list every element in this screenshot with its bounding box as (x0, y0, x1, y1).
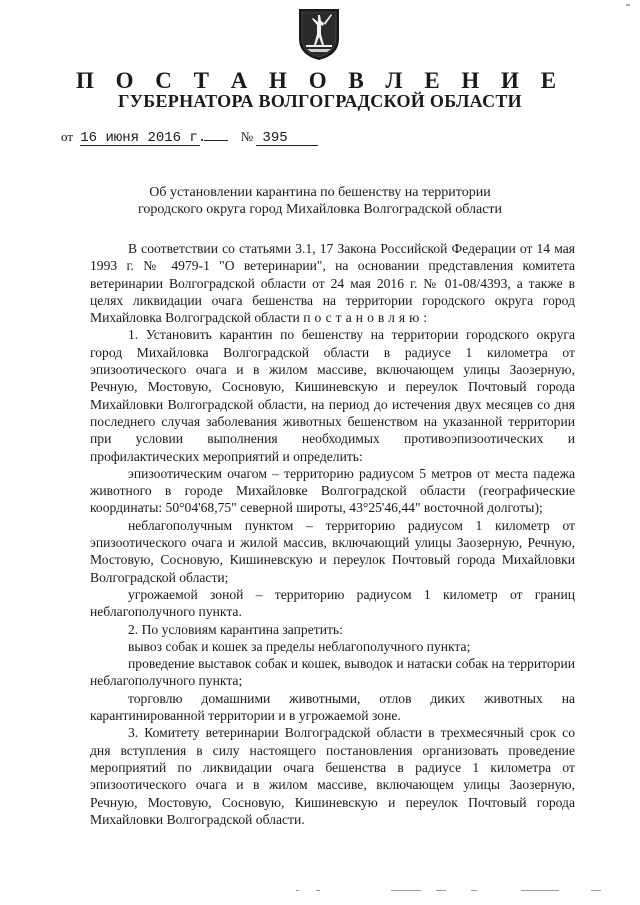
document-body (90, 240, 575, 828)
date-underline (204, 140, 228, 141)
intro-paragraph (90, 240, 575, 326)
paragraph-1a: эпизоотическим очагом – территорию радиусом 5 метров от места падежа животного в городе Михайловке Волгоградской области (географические координаты: 50°04'68,75" северной широты, 43°25'46,44" восточной долготы); (90, 465, 575, 516)
paragraph-1b: неблагополучным пунктом – территорию радиусом 1 километр от эпизоотического очага и жилой массив, включающий улицы Заозерную, Речную, Мостовую, Сосновую, Кишиневскую и переулок Почтовый города Михайловки Волгоградской области; (90, 517, 575, 585)
scan-artifact (296, 889, 616, 893)
document-meta (61, 129, 321, 149)
number-prefix: № (240, 129, 254, 144)
date-value: 16 июня 2016 г. (80, 130, 207, 146)
decree-word: постановляю: (303, 310, 432, 326)
document-subject (0, 184, 640, 218)
number-value: 395 (256, 131, 318, 146)
paragraph-3: 3. Комитету ветеринарии Волгоградской области в трехмесячный срок со дня вступления в силу настоящего постановления организовать проведение мероприятий по ликвидации очага бешенства в радиусе 1 километра от эпизоотического очага и в жилом массиве, включающем улицы Заозерную, Речную, Мостовую, Сосновую, Кишиневскую и переулок Почтовый города Михайловки Волгоградской области. (90, 725, 575, 827)
subject-line-2: городского округа город Михайловка Волгоградской области (137, 202, 503, 217)
document-issuer: ГУБЕРНАТОРА ВОЛГОГРАДСКОЙ ОБЛАСТИ (118, 91, 522, 111)
paragraph-1: 1. Установить карантин по бешенству на территории городского округа город Михайловка Волгоградской области в радиусе 1 километра от эпизоотического очага и в жилом массиве, включающем улицы Заозерную, Речную, Мостовую, Сосновую, Кишиневскую и переулок Почтовый города Михайловки Волгоградской области, на период до истечения двух месяцев со дня последнего случая заболевания животных бешенством на указанной территории при условии выполнения необходимых противоэпизоотических и профилактических мероприятий и определить: (90, 327, 575, 464)
document-title: П О С Т А Н О В Л Е Н И Е (75, 68, 565, 93)
paragraph-2a: вывоз собак и кошек за пределы неблагополучного пункта; (128, 638, 471, 654)
date-prefix: от (61, 129, 74, 144)
paragraph-1c: угрожаемой зоной – территорию радиусом 1 километр от границ неблагополучного пункта. (90, 586, 575, 620)
scan-mark (626, 4, 630, 6)
paragraph-2: 2. По условиям карантина запретить: (128, 621, 343, 637)
paragraph-2b: проведение выставок собак и кошек, выводок и натаски собак на территории неблагополучного пункта; (90, 656, 575, 689)
subject-line-1: Об установлении карантина по бешенству на территории (149, 185, 491, 200)
coat-of-arms-icon (297, 7, 341, 61)
intro-text: В соответствии со статьями 3.1, 17 Закона Российской Федерации от 14 мая 1993 г. № 4979-1 "О ветеринарии", на основании представления комитета ветеринарии Волгоградской области от 24 мая 2016 г. № 01-08/4393, а также в целях ликвидации очага бешенства на территории городского округа город Михайловка Волгоградской области (90, 241, 575, 326)
paragraph-2c: торговлю домашними животными, отлов диких животных на карантинированной территории и в угрожаемой зоне. (90, 690, 575, 724)
